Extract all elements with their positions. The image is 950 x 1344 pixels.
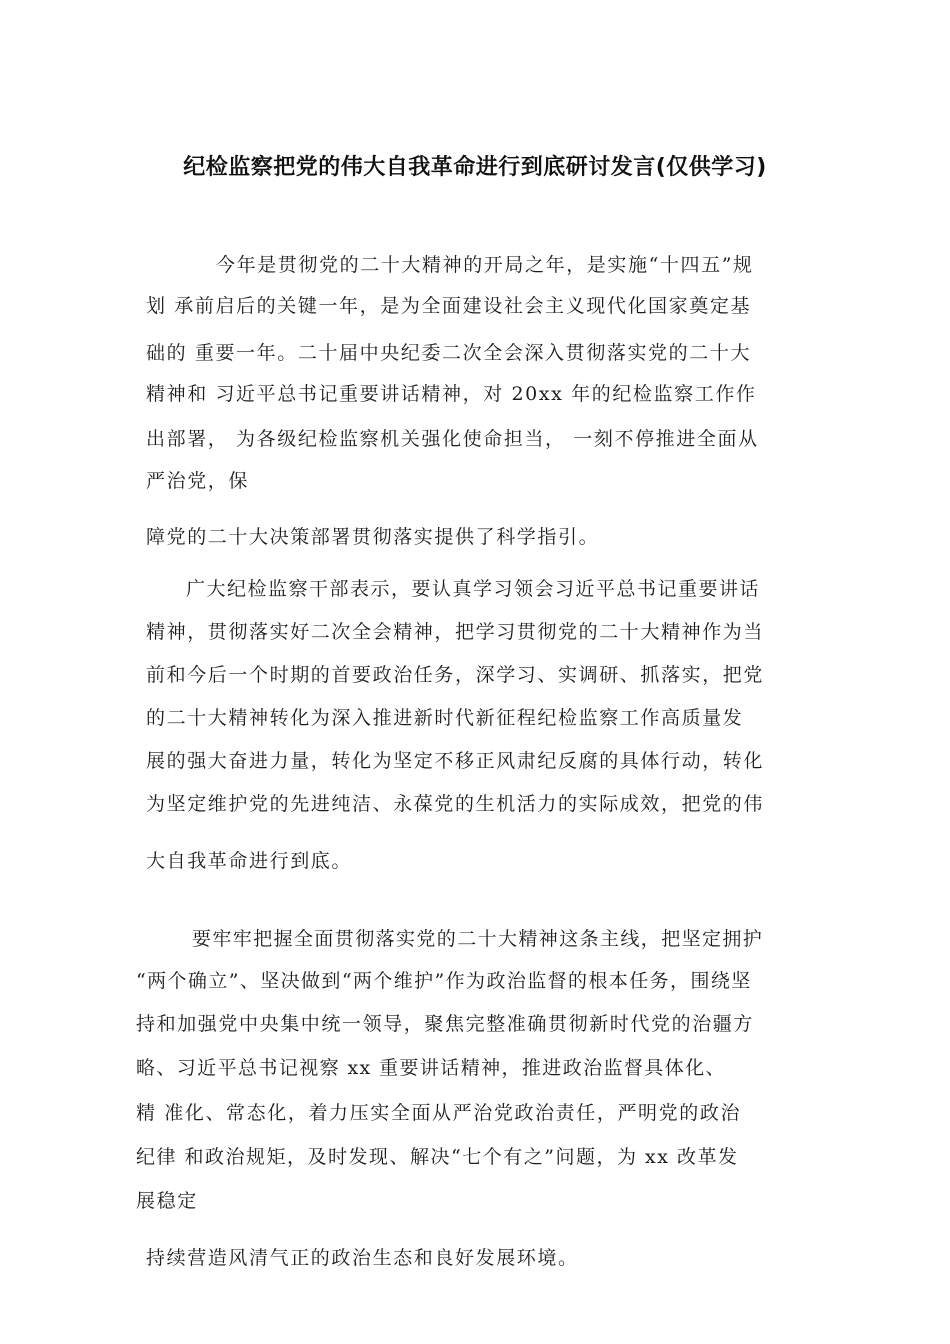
paragraph-line: 纪律 和政治规矩，及时发现、解决“七个有之”问题，为 xx 改革发 — [136, 1146, 739, 1168]
paragraph-line: 础的 重要一年。二十届中央纪委二次全会深入贯彻落实党的二十大 — [146, 342, 752, 364]
paragraph-line: 持和加强党中央集中统一领导，聚焦完整准确贯彻新时代党的治疆方 — [136, 1013, 755, 1035]
paragraph-line: 划 承前启后的关键一年，是为全面建设社会主义现代化国家奠定基 — [146, 295, 752, 317]
paragraph-line: 精神，贯彻落实好二次全会精神，把学习贯彻党的二十大精神作为当 — [146, 621, 765, 643]
paragraph-line: 持续营造风清气正的政治生态和良好发展环境。 — [146, 1247, 579, 1269]
paragraph-line: “两个确立”、坚决做到“两个维护”作为政治监督的根本任务，围绕坚 — [136, 970, 752, 992]
paragraph-line: 的二十大精神转化为深入推进新时代新征程纪检监察工作高质量发 — [146, 707, 744, 729]
paragraph-line: 要牢牢把握全面贯彻落实党的二十大精神这条主线，把坚定拥护 — [192, 928, 764, 950]
paragraph-line: 障党的二十大决策部署贯彻落实提供了科学指引。 — [146, 526, 600, 548]
document-title: 纪检监察把党的伟大自我革命进行到底研讨发言(仅供学习) — [183, 155, 767, 180]
paragraph-line: 展的强大奋进力量，转化为坚定不移正风肃纪反腐的具体行动，转化 — [146, 750, 765, 772]
paragraph-line: 前和今后一个时期的首要政治任务，深学习、实调研、抓落实，把党 — [146, 664, 765, 686]
paragraph-line: 今年是贯彻党的二十大精神的开局之年，是实施“十四五”规 — [216, 254, 754, 276]
paragraph-line: 展稳定 — [136, 1190, 198, 1212]
paragraph-line: 精 准化、常态化，着力压实全面从严治党政治责任，严明党的政治 — [136, 1102, 742, 1124]
paragraph-line: 为坚定维护党的先进纯洁、永葆党的生机活力的实际成效，把党的伟 — [146, 793, 765, 815]
paragraph-line: 精神和 习近平总书记重要讲话精神，对 20xx 年的纪检监察工作作 — [146, 383, 757, 405]
paragraph-line: 严治党，保 — [146, 470, 250, 492]
paragraph-line: 出部署， 为各级纪检监察机关强化使命担当， 一刻不停推进全面从 — [146, 428, 759, 450]
paragraph-line: 略、习近平总书记视察 xx 重要讲话精神，推进政治监督具体化、 — [136, 1057, 726, 1079]
paragraph-line: 广大纪检监察干部表示，要认真学习领会习近平总书记重要讲话 — [186, 578, 761, 600]
paragraph-line: 大自我革命进行到底。 — [146, 850, 353, 872]
